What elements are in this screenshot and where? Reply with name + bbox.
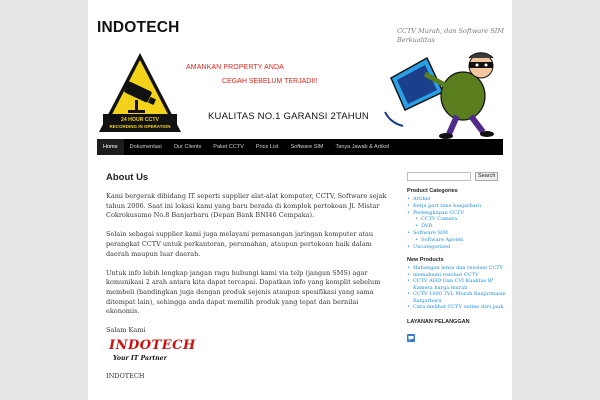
category-item[interactable]: • Artikel: [407, 196, 507, 203]
category-item[interactable]: • Uncategorized: [407, 244, 507, 251]
about-paragraph: Untuk info lebih lengkap jangan ragu hubungi kami via telp (jangan SMS) agar komunikasi 2 arah antara kita dapat tercapai. Dapatkan info yang komplit sebelum membeli (bandingkan juga dengan produk sejenis ataupun spesifikasi yang sama ditempat lain), sehingga anda dapat memilih produk yang tepat dan bernilai ekonomis.: [106, 268, 381, 316]
category-item[interactable]: • Software SIM: [407, 230, 507, 237]
new-products-widget: [407, 257, 507, 311]
product-link[interactable]: • Cara melihat CCTV online dari jauh: [407, 304, 507, 311]
category-list: [407, 196, 507, 250]
nav-item-price-list[interactable]: Price List: [255, 144, 279, 150]
logo-tagline: Your IT Partner: [113, 355, 167, 363]
category-subitem[interactable]: • DVR: [407, 223, 507, 230]
nav-item-our-clients[interactable]: Our Clients: [173, 144, 202, 150]
main-content: [106, 172, 388, 380]
sign-text-1: 24 HOUR CCTV: [120, 117, 160, 123]
logo-text: INDOTECH: [109, 338, 196, 354]
indotech-logo: [109, 338, 209, 368]
new-products-list: [407, 265, 507, 311]
search-button[interactable]: Search: [475, 172, 498, 181]
widget-title: Product Categories: [407, 188, 458, 194]
thief-illustration-icon: [383, 50, 503, 139]
customer-service-widget: [407, 319, 507, 346]
nav-item-tanya-jawab[interactable]: Tanya Jawab & Artikel: [335, 144, 390, 150]
category-subitem[interactable]: • CCTV Camera: [407, 216, 507, 223]
banner-subheadline: CEGAH SEBELUM TERJADI!!: [222, 78, 318, 85]
nav-item-dokumentasi[interactable]: Dokumentasi: [129, 144, 162, 150]
banner-headline: AMANKAN PROPERTY ANDA: [186, 64, 284, 71]
widget-title: New Products: [407, 257, 444, 264]
nav-item-paket-cctv[interactable]: Paket CCTV: [213, 144, 244, 150]
search-input[interactable]: [407, 172, 471, 181]
category-item[interactable]: • Kerja part time banjarbaru: [407, 203, 507, 210]
widget-title: LAYANAN PELANGGAN: [407, 318, 470, 325]
product-link[interactable]: • Hubungan lensa dan resolusi CCTV: [407, 265, 507, 272]
salam-text: Salam Kami: [106, 326, 146, 335]
category-item[interactable]: • Perlengkapan CCTV: [407, 210, 507, 217]
about-paragraph: Selain sebagai supplier kami juga melayani pemasangan jaringan komputer atau perangkat CCTV untuk perkantoran, perumahan, ataupun pertokoan baik dalam daerah maupun luar daerah.: [106, 230, 374, 258]
header-banner: [97, 50, 503, 139]
page: [88, 0, 512, 400]
banner-quality-text: KUALITAS NO.1 GARANSI 2TAHUN: [208, 111, 369, 122]
product-link[interactable]: • CCTV AHD Dan CVI Kualitas IP Kamera harga murah: [407, 278, 507, 291]
nav-item-home[interactable]: Home: [97, 139, 124, 155]
page-title: About Us: [106, 172, 149, 183]
site-description: CCTV Murah, dan Software SIM Berkualitas: [397, 27, 504, 44]
product-link[interactable]: • memahami resolusi CCTV: [407, 272, 507, 279]
chat-status-icon[interactable]: [407, 334, 415, 342]
about-paragraph: Kami bergerak dibidang IT seperti supplier alat-alat komputer, CCTV, Software sejak tahun 2006. Saat ini lokasi kami yang baru berada di komplek pertokoan Jl. Mistar Cokrokusumo No.8 Banjarbaru (Depan Bank BNI46 Cempaka).: [106, 192, 387, 220]
category-subitem[interactable]: • Software Apotek: [407, 237, 507, 244]
sidebar: [407, 172, 507, 346]
product-categories-widget: [407, 188, 507, 250]
sign-text-2: RECORDING IN OPERATION: [109, 124, 171, 129]
cctv-warning-sign-icon: [97, 50, 183, 139]
main-nav: [97, 139, 503, 155]
product-link[interactable]: • CCTV 1000 TVL Murah Banjarmasin Banjarbaru: [407, 291, 507, 304]
site-title[interactable]: INDOTECH: [97, 19, 180, 36]
signature-name: INDOTECH: [106, 372, 145, 381]
nav-item-software-sim[interactable]: Software SIM: [290, 144, 324, 150]
search-form: [407, 172, 507, 181]
